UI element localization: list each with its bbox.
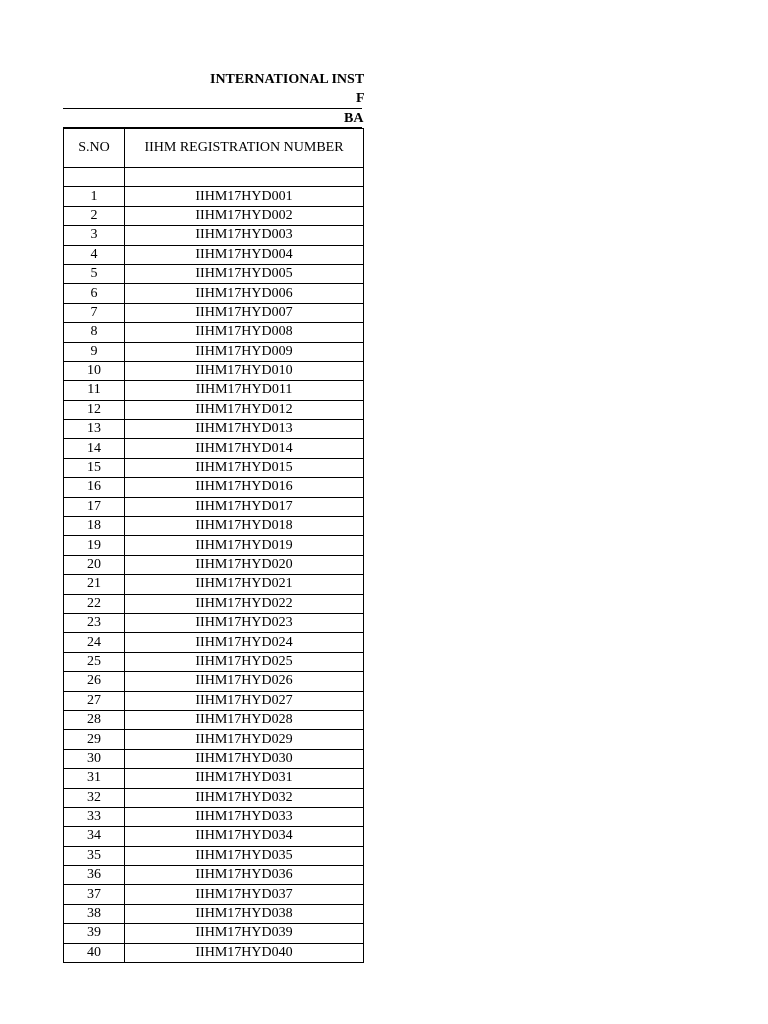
registration-number-cell: IIHM17HYD013 [125,420,364,439]
registration-number-cell: IIHM17HYD016 [125,478,364,497]
table-row [64,323,364,342]
registration-number-cell: IIHM17HYD029 [125,730,364,749]
registration-number-cell: IIHM17HYD034 [125,827,364,846]
registration-number-cell: IIHM17HYD023 [125,613,364,632]
table-row [64,245,364,264]
registration-number-cell: IIHM17HYD040 [125,943,364,962]
registration-number-cell: IIHM17HYD022 [125,594,364,613]
registration-number-cell: IIHM17HYD015 [125,458,364,477]
table-row [64,420,364,439]
table-row [64,478,364,497]
registration-number-cell: IIHM17HYD021 [125,575,364,594]
registration-number-cell: IIHM17HYD024 [125,633,364,652]
registration-number-cell: IIHM17HYD031 [125,769,364,788]
registration-table [63,128,364,963]
registration-number-cell: IIHM17HYD001 [125,187,364,206]
registration-number-cell: IIHM17HYD012 [125,400,364,419]
sno-cell: 6 [64,284,125,303]
table-row [64,536,364,555]
registration-number-cell: IIHM17HYD028 [125,710,364,729]
table-row [64,691,364,710]
table-row [64,575,364,594]
registration-number-cell: IIHM17HYD020 [125,555,364,574]
table-row [64,187,364,206]
sno-cell: 37 [64,885,125,904]
sno-cell: 5 [64,264,125,283]
registration-number-cell: IIHM17HYD033 [125,807,364,826]
table-row [64,827,364,846]
table-row [64,342,364,361]
registration-number-cell: IIHM17HYD017 [125,497,364,516]
table-row [64,846,364,865]
table-row [64,730,364,749]
table-row [64,652,364,671]
sno-cell: 34 [64,827,125,846]
visible-sheet-region [0,0,365,1024]
table-row [64,458,364,477]
column-header-registration-number: IIHM REGISTRATION NUMBER [125,129,364,168]
table-body [64,168,364,963]
sno-cell: 38 [64,904,125,923]
table-row [64,284,364,303]
table-row [64,904,364,923]
sno-cell: 21 [64,575,125,594]
table-spacer-row [64,168,364,187]
table-row [64,303,364,322]
registration-number-cell: IIHM17HYD010 [125,361,364,380]
registration-number-cell: IIHM17HYD036 [125,866,364,885]
sno-cell: 14 [64,439,125,458]
sno-cell: 10 [64,361,125,380]
registration-number-cell: IIHM17HYD037 [125,885,364,904]
sno-cell: 17 [64,497,125,516]
sno-cell: 9 [64,342,125,361]
table-row [64,788,364,807]
table-row [64,710,364,729]
table-row [64,226,364,245]
registration-number-cell: IIHM17HYD018 [125,517,364,536]
registration-number-cell: IIHM17HYD032 [125,788,364,807]
table-row [64,555,364,574]
registration-number-cell: IIHM17HYD005 [125,264,364,283]
sno-cell: 4 [64,245,125,264]
registration-number-cell: IIHM17HYD035 [125,846,364,865]
sno-cell: 29 [64,730,125,749]
registration-number-cell: IIHM17HYD019 [125,536,364,555]
table-row [64,361,364,380]
table-row [64,613,364,632]
sno-cell: 2 [64,206,125,225]
sno-cell: 1 [64,187,125,206]
sno-cell: 23 [64,613,125,632]
table-row [64,206,364,225]
table-row [64,439,364,458]
sno-cell: 11 [64,381,125,400]
sno-cell: 8 [64,323,125,342]
sno-cell: 19 [64,536,125,555]
title-line-3: BA [344,111,364,126]
sno-cell: 18 [64,517,125,536]
registration-number-cell: IIHM17HYD011 [125,381,364,400]
sno-cell: 25 [64,652,125,671]
sno-cell: 26 [64,672,125,691]
sno-cell: 3 [64,226,125,245]
sno-cell: 32 [64,788,125,807]
table-row [64,400,364,419]
registration-number-cell: IIHM17HYD003 [125,226,364,245]
table-row [64,885,364,904]
table-row [64,594,364,613]
registration-number-cell: IIHM17HYD027 [125,691,364,710]
registration-number-cell: IIHM17HYD025 [125,652,364,671]
table-row [64,866,364,885]
registration-number-cell: IIHM17HYD004 [125,245,364,264]
registration-number-cell: IIHM17HYD039 [125,924,364,943]
table-row [64,381,364,400]
table-row [64,633,364,652]
sno-cell: 35 [64,846,125,865]
table-row [64,749,364,768]
sno-cell: 16 [64,478,125,497]
registration-number-cell: IIHM17HYD014 [125,439,364,458]
sno-cell: 28 [64,710,125,729]
sno-cell: 33 [64,807,125,826]
sno-cell: 22 [64,594,125,613]
registration-number-cell: IIHM17HYD007 [125,303,364,322]
sno-cell: 15 [64,458,125,477]
table-row [64,924,364,943]
table-header-row [64,129,364,168]
table-row [64,672,364,691]
sno-cell: 27 [64,691,125,710]
sno-cell: 12 [64,400,125,419]
sno-cell: 30 [64,749,125,768]
registration-number-cell: IIHM17HYD002 [125,206,364,225]
table-row [64,769,364,788]
sno-cell: 40 [64,943,125,962]
table-row [64,807,364,826]
sno-cell: 20 [64,555,125,574]
registration-number-cell: IIHM17HYD009 [125,342,364,361]
table-row [64,497,364,516]
sno-cell: 24 [64,633,125,652]
sno-cell: 7 [64,303,125,322]
registration-number-cell: IIHM17HYD026 [125,672,364,691]
header-rule-top [63,108,362,109]
sno-cell: 36 [64,866,125,885]
title-line-2: F [356,91,365,106]
table-row [64,264,364,283]
registration-number-cell: IIHM17HYD038 [125,904,364,923]
table-row [64,517,364,536]
sno-cell: 39 [64,924,125,943]
registration-number-cell: IIHM17HYD006 [125,284,364,303]
table-row [64,943,364,962]
sno-cell: 31 [64,769,125,788]
institution-title: INTERNATIONAL INST [210,72,365,87]
sno-cell: 13 [64,420,125,439]
registration-number-cell: IIHM17HYD008 [125,323,364,342]
registration-number-cell: IIHM17HYD030 [125,749,364,768]
column-header-sno: S.NO [64,129,125,168]
